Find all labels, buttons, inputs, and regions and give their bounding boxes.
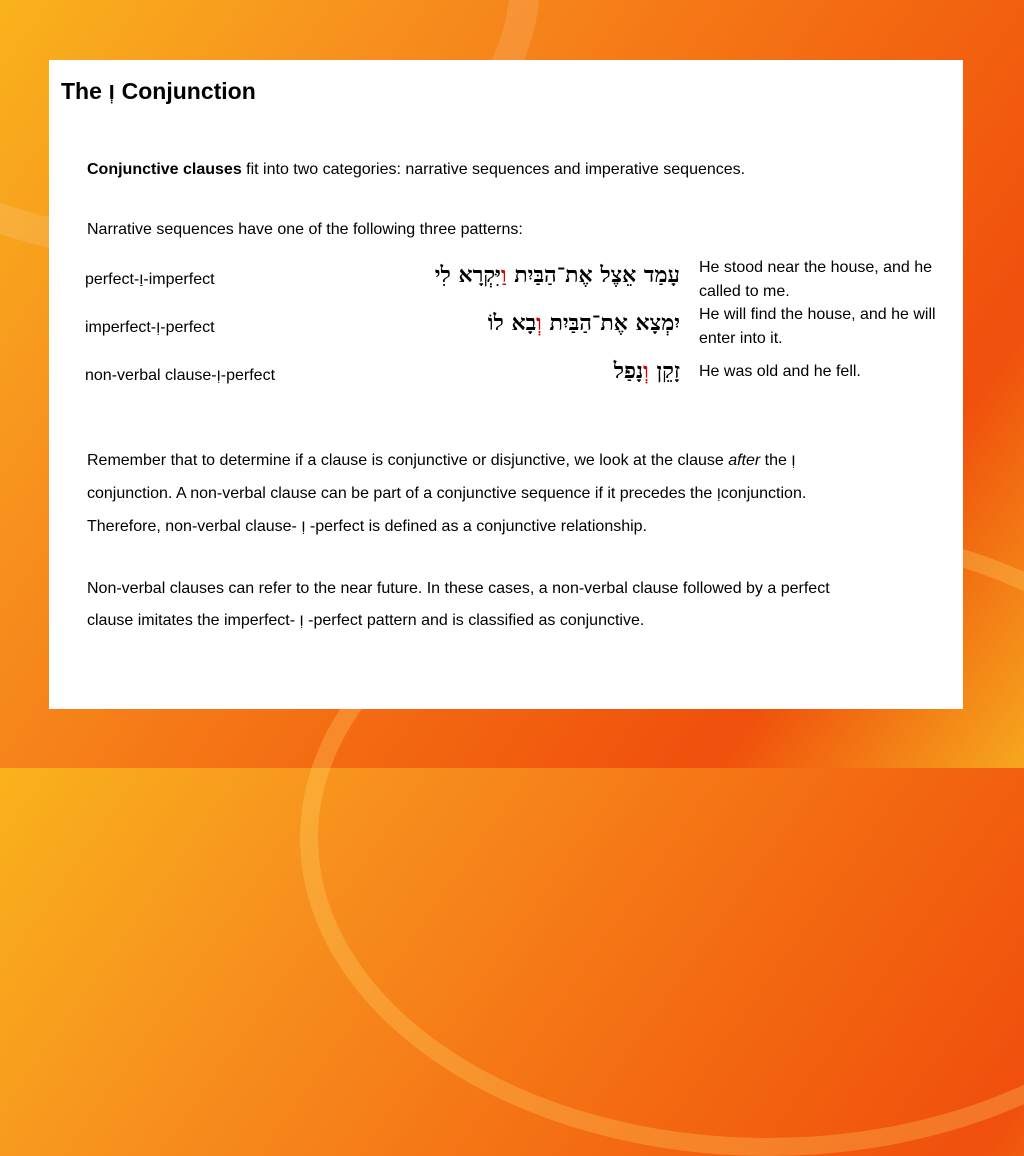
english-translation-1: He stood near the house, and he called to me. <box>699 259 933 300</box>
english-translation-2: He will find the house, and he will enter into it. <box>699 306 936 347</box>
slide-content <box>49 60 963 709</box>
pattern-label-3: non-verbal clause-וְ-perfect <box>85 367 276 384</box>
hebrew-example-3: זָקֵן וְנָפַל <box>613 358 680 384</box>
intro-bold: Conjunctive clauses <box>87 161 242 178</box>
conjunction-highlight: וְ <box>643 358 649 384</box>
hebrew-example-2: יִמְצָא אֶת־הַבַּיִת וְבָא לוֹ <box>487 310 680 336</box>
emphasis-after: after <box>728 452 761 469</box>
nonverbal-paragraph: Non-verbal clauses can refer to the near future. In these cases, a non-verbal clause followed by a perfect clause imitates the imperfect- וְ -perfect pattern and is classified as conjunctive. <box>87 580 830 629</box>
pattern-label-1: perfect-וַ-imperfect <box>85 271 215 288</box>
remember-paragraph: Remember that to determine if a clause is conjunctive or disjunctive, we look at the clause after the וְ conjunction. A non-verbal clause can be part of a conjunctive sequence if it precedes the וְconjunction. Therefore, non-verbal clause- וְ -perfect is defined as a conjunctive relationship. <box>87 452 807 535</box>
slide-title: The וְ Conjunction <box>61 78 256 104</box>
narrative-intro: Narrative sequences have one of the following three patterns: <box>87 221 523 238</box>
english-translation-3: He was old and he fell. <box>699 363 861 380</box>
conjunction-highlight: וַ <box>500 262 507 288</box>
intro-rest: fit into two categories: narrative sequences and imperative sequences. <box>241 161 746 178</box>
pattern-label-2: imperfect-וְ-perfect <box>85 319 215 336</box>
hebrew-example-1: עָמַד אֵצֶל אֶת־הַבַּיִת וַיִּקְרָא לִי <box>434 262 680 288</box>
conjunction-highlight: וְ <box>536 310 542 336</box>
intro-paragraph <box>87 161 745 179</box>
